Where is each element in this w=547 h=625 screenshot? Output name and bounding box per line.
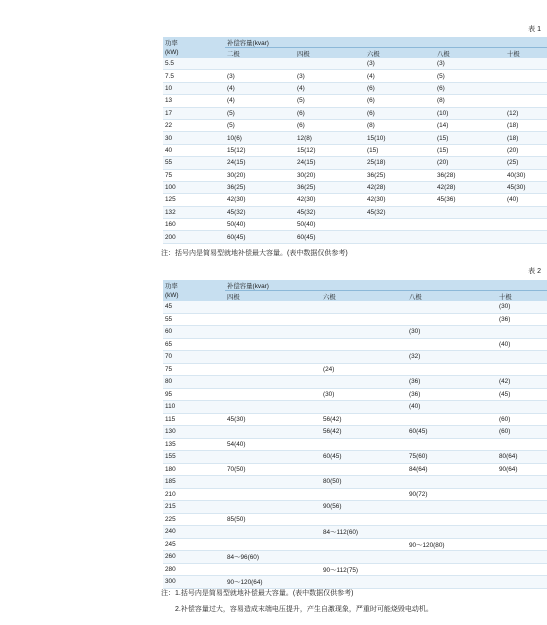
capacity-cell: (15) xyxy=(435,132,505,144)
capacity-cell: (15) xyxy=(365,144,435,156)
power-cell: 130 xyxy=(163,426,225,439)
capacity-cell: 45(32) xyxy=(365,206,435,218)
table-row xyxy=(163,132,547,144)
capacity-cell xyxy=(295,58,365,70)
power-cell: 75 xyxy=(163,363,225,376)
capacity-cell xyxy=(497,476,547,489)
table-row xyxy=(163,376,547,389)
capacity-cell: (60) xyxy=(497,413,547,426)
capacity-cell: 60(45) xyxy=(295,231,365,243)
capacity-cell: 56(42) xyxy=(321,426,407,439)
capacity-cell: 45(32) xyxy=(295,206,365,218)
capacity-cell xyxy=(321,313,407,326)
power-cell: 110 xyxy=(163,401,225,414)
capacity-cell: 84(64) xyxy=(407,463,497,476)
capacity-cell xyxy=(505,206,547,218)
capacity-cell xyxy=(435,206,505,218)
capacity-cell: (18) xyxy=(505,119,547,131)
capacity-cell: (40) xyxy=(497,338,547,351)
power-cell: 260 xyxy=(163,551,225,564)
table-row xyxy=(163,194,547,206)
capacity-cell: 24(15) xyxy=(295,157,365,169)
capacity-cell xyxy=(225,376,321,389)
capacity-cell: (40) xyxy=(407,401,497,414)
capacity-cell: 15(10) xyxy=(365,132,435,144)
capacity-cell: (14) xyxy=(435,119,505,131)
capacity-cell xyxy=(225,351,321,364)
power-cell: 65 xyxy=(163,338,225,351)
capacity-cell xyxy=(497,401,547,414)
capacity-cell: 80(50) xyxy=(321,476,407,489)
table-row xyxy=(163,563,547,576)
capacity-cell: (6) xyxy=(365,107,435,119)
capacity-cell xyxy=(225,451,321,464)
capacity-cell xyxy=(321,301,407,313)
capacity-cell xyxy=(225,338,321,351)
table-row xyxy=(163,476,547,489)
power-cell: 160 xyxy=(163,219,225,231)
table-row xyxy=(163,231,547,243)
capacity-cell xyxy=(497,563,547,576)
capacity-cell xyxy=(321,551,407,564)
capacity-cell: (42) xyxy=(497,376,547,389)
pole-header: 十极 xyxy=(497,291,547,302)
capacity-cell: (60) xyxy=(497,426,547,439)
table-row xyxy=(163,501,547,514)
capacity-cell: (20) xyxy=(435,157,505,169)
table-row xyxy=(163,169,547,181)
capacity-cell: (20) xyxy=(505,144,547,156)
power-cell: 55 xyxy=(163,313,225,326)
capacity-cell xyxy=(497,351,547,364)
capacity-cell: 90～120(80) xyxy=(407,538,497,551)
capacity-cell: (32) xyxy=(407,351,497,364)
table-row xyxy=(163,451,547,464)
capacity-cell: 36(25) xyxy=(365,169,435,181)
capacity-cell xyxy=(321,351,407,364)
power-header: 功率 xyxy=(163,37,225,48)
power-cell: 45 xyxy=(163,301,225,313)
capacity-cell xyxy=(225,526,321,539)
capacity-cell: 15(12) xyxy=(295,144,365,156)
table-row xyxy=(163,157,547,169)
capacity-cell: 56(42) xyxy=(321,413,407,426)
power-header: 功率 xyxy=(163,280,225,291)
capacity-cell: 90(56) xyxy=(321,501,407,514)
power-unit-header: (kW) xyxy=(163,291,225,302)
power-cell: 40 xyxy=(163,144,225,156)
pole-header: 六极 xyxy=(365,48,435,59)
capacity-cell: 36(28) xyxy=(435,169,505,181)
pole-header: 八极 xyxy=(407,291,497,302)
table-row xyxy=(163,70,547,82)
table-row xyxy=(163,95,547,107)
table-row xyxy=(163,576,547,589)
capacity-cell: 50(40) xyxy=(295,219,365,231)
power-cell: 100 xyxy=(163,181,225,193)
capacity-cell: 54(40) xyxy=(225,438,321,451)
capacity-cell xyxy=(225,363,321,376)
capacity-group-header: 补偿容量(kvar) xyxy=(225,280,547,291)
capacity-cell: 70(50) xyxy=(225,463,321,476)
capacity-cell: (4) xyxy=(365,70,435,82)
capacity-cell: 42(30) xyxy=(225,194,295,206)
table-row xyxy=(163,313,547,326)
capacity-cell xyxy=(505,70,547,82)
capacity-cell xyxy=(505,219,547,231)
capacity-cell xyxy=(505,231,547,243)
table-row xyxy=(163,463,547,476)
power-cell: 280 xyxy=(163,563,225,576)
capacity-cell: 60(45) xyxy=(225,231,295,243)
table-row xyxy=(163,351,547,364)
capacity-cell: 90～112(75) xyxy=(321,563,407,576)
power-cell: 240 xyxy=(163,526,225,539)
table-row xyxy=(163,219,547,231)
capacity-cell: (18) xyxy=(505,132,547,144)
capacity-cell: (25) xyxy=(505,157,547,169)
table-row xyxy=(163,301,547,313)
capacity-cell xyxy=(225,501,321,514)
capacity-cell: (6) xyxy=(435,82,505,94)
table2-label: 表 2 xyxy=(528,268,541,275)
table-row xyxy=(163,401,547,414)
capacity-cell: 75(60) xyxy=(407,451,497,464)
table-row xyxy=(163,513,547,526)
capacity-cell: 25(18) xyxy=(365,157,435,169)
capacity-cell xyxy=(407,501,497,514)
capacity-cell: 36(25) xyxy=(295,181,365,193)
table-row xyxy=(163,488,547,501)
table1-note: 注：括号内是简易型就地补偿最大容量。(表中数据仅供参考) xyxy=(161,250,348,257)
table-row xyxy=(163,144,547,156)
capacity-cell xyxy=(497,538,547,551)
power-cell: 225 xyxy=(163,513,225,526)
capacity-cell: 42(30) xyxy=(365,194,435,206)
capacity-cell xyxy=(321,576,407,589)
power-cell: 80 xyxy=(163,376,225,389)
capacity-cell xyxy=(505,58,547,70)
pole-header: 二极 xyxy=(225,48,295,59)
table-row xyxy=(163,181,547,193)
capacity-cell: 12(8) xyxy=(295,132,365,144)
capacity-cell: (8) xyxy=(365,119,435,131)
capacity-cell: (15) xyxy=(435,144,505,156)
power-cell: 125 xyxy=(163,194,225,206)
capacity-cell: 45(30) xyxy=(225,413,321,426)
table-row xyxy=(163,526,547,539)
capacity-cell: 84～112(60) xyxy=(321,526,407,539)
power-cell: 155 xyxy=(163,451,225,464)
capacity-cell: 45(32) xyxy=(225,206,295,218)
capacity-cell xyxy=(497,501,547,514)
capacity-cell xyxy=(321,538,407,551)
capacity-cell xyxy=(407,576,497,589)
capacity-cell: (4) xyxy=(225,82,295,94)
capacity-cell xyxy=(321,326,407,339)
table-row xyxy=(163,119,547,131)
power-cell: 210 xyxy=(163,488,225,501)
power-cell: 200 xyxy=(163,231,225,243)
capacity-cell: 30(20) xyxy=(295,169,365,181)
capacity-cell: 40(30) xyxy=(505,169,547,181)
capacity-cell: (6) xyxy=(365,82,435,94)
capacity-cell xyxy=(505,82,547,94)
power-cell: 60 xyxy=(163,326,225,339)
table-row xyxy=(163,551,547,564)
table-row xyxy=(163,438,547,451)
capacity-cell xyxy=(407,413,497,426)
capacity-cell: 42(28) xyxy=(435,181,505,193)
capacity-cell: (5) xyxy=(225,107,295,119)
capacity-cell xyxy=(321,401,407,414)
capacity-cell xyxy=(321,488,407,501)
capacity-cell xyxy=(497,438,547,451)
capacity-cell xyxy=(407,338,497,351)
capacity-cell: (30) xyxy=(497,301,547,313)
capacity-cell xyxy=(407,313,497,326)
capacity-cell: (6) xyxy=(365,95,435,107)
capacity-cell xyxy=(225,58,295,70)
capacity-cell: (5) xyxy=(295,95,365,107)
table1-label: 表 1 xyxy=(528,26,541,33)
capacity-cell: (3) xyxy=(225,70,295,82)
capacity-cell xyxy=(407,551,497,564)
capacity-cell: 42(28) xyxy=(365,181,435,193)
power-cell: 180 xyxy=(163,463,225,476)
capacity-cell xyxy=(407,363,497,376)
capacity-cell: (4) xyxy=(225,95,295,107)
power-cell: 132 xyxy=(163,206,225,218)
power-cell: 17 xyxy=(163,107,225,119)
capacity-cell: 15(12) xyxy=(225,144,295,156)
table-row xyxy=(163,206,547,218)
capacity-cell: (36) xyxy=(407,388,497,401)
power-cell: 75 xyxy=(163,169,225,181)
capacity-cell xyxy=(321,376,407,389)
capacity-cell xyxy=(225,426,321,439)
capacity-cell: (4) xyxy=(295,82,365,94)
capacity-cell: (36) xyxy=(407,376,497,389)
table-row xyxy=(163,58,547,70)
capacity-cell xyxy=(497,363,547,376)
power-cell: 7.5 xyxy=(163,70,225,82)
power-cell: 13 xyxy=(163,95,225,107)
capacity-cell xyxy=(225,301,321,313)
capacity-cell: 85(50) xyxy=(225,513,321,526)
compensation-table-1 xyxy=(163,37,547,244)
table-row xyxy=(163,338,547,351)
capacity-cell: 45(36) xyxy=(435,194,505,206)
capacity-cell xyxy=(435,219,505,231)
compensation-table-2 xyxy=(163,280,547,589)
table-row xyxy=(163,413,547,426)
power-unit-header: (kW) xyxy=(163,48,225,59)
pole-header: 四极 xyxy=(225,291,321,302)
capacity-cell xyxy=(321,513,407,526)
pole-header: 六极 xyxy=(321,291,407,302)
capacity-cell: (45) xyxy=(497,388,547,401)
capacity-cell: 90～120(64) xyxy=(225,576,321,589)
power-cell: 135 xyxy=(163,438,225,451)
power-cell: 245 xyxy=(163,538,225,551)
capacity-cell: 90(72) xyxy=(407,488,497,501)
pole-header: 十极 xyxy=(505,48,547,59)
capacity-cell xyxy=(225,476,321,489)
capacity-cell: (24) xyxy=(321,363,407,376)
capacity-cell xyxy=(407,301,497,313)
table-row xyxy=(163,363,547,376)
power-cell: 300 xyxy=(163,576,225,589)
capacity-cell: 50(40) xyxy=(225,219,295,231)
capacity-cell xyxy=(505,95,547,107)
capacity-cell xyxy=(407,563,497,576)
capacity-cell xyxy=(365,231,435,243)
table-row xyxy=(163,388,547,401)
capacity-cell: 90(64) xyxy=(497,463,547,476)
power-cell: 70 xyxy=(163,351,225,364)
capacity-cell: (5) xyxy=(435,70,505,82)
table-row xyxy=(163,326,547,339)
capacity-cell: (8) xyxy=(435,95,505,107)
power-cell: 115 xyxy=(163,413,225,426)
capacity-cell: (12) xyxy=(505,107,547,119)
capacity-cell: (40) xyxy=(505,194,547,206)
capacity-cell xyxy=(435,231,505,243)
capacity-cell xyxy=(225,488,321,501)
capacity-cell: 60(45) xyxy=(407,426,497,439)
capacity-cell xyxy=(497,513,547,526)
capacity-cell: (5) xyxy=(225,119,295,131)
capacity-cell: (3) xyxy=(365,58,435,70)
power-cell: 95 xyxy=(163,388,225,401)
table2-note-line1: 注：1.括号内是简易型就地补偿最大容量。(表中数据仅供参考) xyxy=(161,590,354,597)
power-cell: 30 xyxy=(163,132,225,144)
capacity-cell: (30) xyxy=(407,326,497,339)
capacity-cell xyxy=(225,401,321,414)
capacity-cell: (3) xyxy=(295,70,365,82)
power-cell: 5.5 xyxy=(163,58,225,70)
capacity-cell: (6) xyxy=(295,119,365,131)
capacity-cell: 60(45) xyxy=(321,451,407,464)
capacity-cell xyxy=(225,313,321,326)
capacity-cell xyxy=(321,463,407,476)
capacity-cell xyxy=(407,476,497,489)
table-row xyxy=(163,82,547,94)
capacity-cell: 10(6) xyxy=(225,132,295,144)
capacity-group-header: 补偿容量(kvar) xyxy=(225,37,547,48)
table-row xyxy=(163,107,547,119)
table-row xyxy=(163,538,547,551)
capacity-cell: (36) xyxy=(497,313,547,326)
capacity-cell xyxy=(365,219,435,231)
capacity-cell xyxy=(225,388,321,401)
capacity-cell: 84～96(60) xyxy=(225,551,321,564)
capacity-cell xyxy=(407,513,497,526)
capacity-cell: (3) xyxy=(435,58,505,70)
capacity-cell xyxy=(225,326,321,339)
capacity-cell: 80(64) xyxy=(497,451,547,464)
capacity-cell: 30(20) xyxy=(225,169,295,181)
capacity-cell xyxy=(497,326,547,339)
capacity-cell: (10) xyxy=(435,107,505,119)
power-cell: 22 xyxy=(163,119,225,131)
capacity-cell: 42(30) xyxy=(295,194,365,206)
capacity-cell xyxy=(225,563,321,576)
capacity-cell xyxy=(497,526,547,539)
pole-header: 四极 xyxy=(295,48,365,59)
capacity-cell xyxy=(497,488,547,501)
power-cell: 10 xyxy=(163,82,225,94)
power-cell: 55 xyxy=(163,157,225,169)
capacity-cell: (30) xyxy=(321,388,407,401)
table-row xyxy=(163,426,547,439)
table2-note-line2: 2.补偿容量过大，容易造成末端电压提升，产生自激现象，严重时可能烧毁电动机。 xyxy=(175,606,433,613)
capacity-cell xyxy=(321,438,407,451)
capacity-cell xyxy=(407,526,497,539)
capacity-cell xyxy=(407,438,497,451)
capacity-cell: 36(25) xyxy=(225,181,295,193)
pole-header: 八极 xyxy=(435,48,505,59)
power-cell: 215 xyxy=(163,501,225,514)
capacity-cell: 24(15) xyxy=(225,157,295,169)
power-cell: 185 xyxy=(163,476,225,489)
capacity-cell xyxy=(321,338,407,351)
capacity-cell xyxy=(497,551,547,564)
capacity-cell xyxy=(225,538,321,551)
capacity-cell: (6) xyxy=(295,107,365,119)
capacity-cell: 45(30) xyxy=(505,181,547,193)
capacity-cell xyxy=(497,576,547,589)
